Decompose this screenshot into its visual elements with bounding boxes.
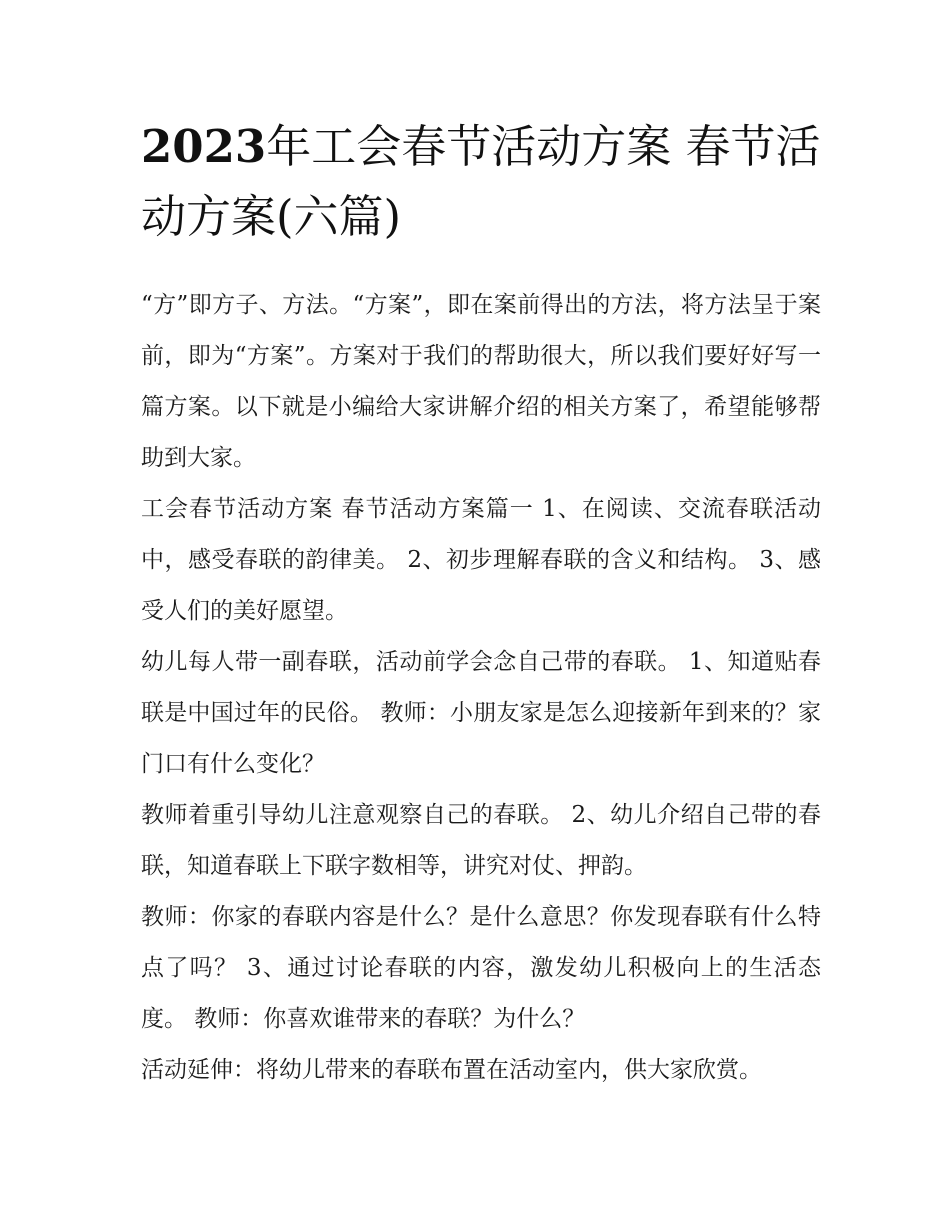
paragraph-discussion: 教师：你家的春联内容是什么？是什么意思？你发现春联有什么特点了吗？ 3、通过讨论春联的内容，激发幼儿积极向上的生活态度。 教师：你喜欢谁带来的春联？为什么？ bbox=[141, 904, 821, 1032]
title-text: 年工会春节活动方案 春节活动方案(六篇) bbox=[141, 120, 821, 243]
document-body bbox=[141, 280, 821, 1096]
document-content bbox=[141, 112, 821, 1096]
title-year: 2023 bbox=[141, 120, 267, 173]
paragraph-intro: “方”即方子、方法。“方案”，即在案前得出的方法，将方法呈于案前，即为“方案”。方案对于我们的帮助很大，所以我们要好好写一篇方案。以下就是小编给大家讲解介绍的相关方案了，希望能够帮助到大家。 bbox=[141, 292, 821, 471]
paragraph-extension: 活动延伸：将幼儿带来的春联布置在活动室内，供大家欣赏。 bbox=[141, 1057, 762, 1083]
paragraph-guidance: 教师着重引导幼儿注意观察自己的春联。 2、幼儿介绍自己带的春联，知道春联上下联字数相等，讲究对仗、押韵。 bbox=[141, 802, 821, 879]
paragraph-goals: 工会春节活动方案 春节活动方案篇一 1、在阅读、交流春联活动中，感受春联的韵律美。 2、初步理解春联的含义和结构。 3、感受人们的美好愿望。 bbox=[141, 496, 821, 624]
document-title bbox=[141, 112, 821, 252]
paragraph-preparation: 幼儿每人带一副春联，活动前学会念自己带的春联。 1、知道贴春联是中国过年的民俗。 教师：小朋友家是怎么迎接新年到来的？家门口有什么变化？ bbox=[141, 649, 821, 777]
